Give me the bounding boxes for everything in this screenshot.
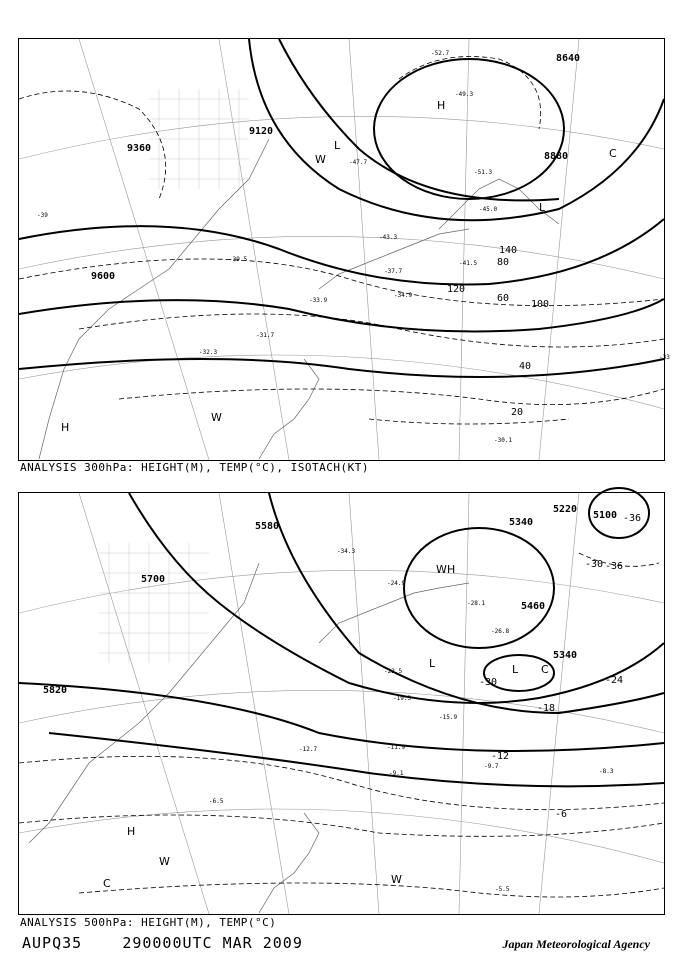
temp-value: -39.5 (229, 256, 248, 263)
temp-value: -51.3 (474, 169, 493, 176)
temp-value: -33.9 (309, 297, 328, 304)
temp-contour-label: -36 (623, 513, 642, 524)
obs-value: -28.1 (467, 600, 486, 607)
obs-value: -26.8 (491, 628, 510, 635)
cold-marker: C (609, 147, 617, 160)
high-marker: H (61, 421, 70, 434)
low-marker: L (429, 657, 436, 670)
warm-marker: W (391, 873, 402, 886)
obs-value: -11.9 (387, 744, 406, 751)
isotach-label: 20 (511, 407, 524, 418)
isotach-label: 40 (519, 361, 532, 372)
high-marker: H (127, 825, 136, 838)
temp-contour-label: -18 (537, 703, 556, 714)
map-panel-300hpa (18, 38, 670, 461)
panel-500hpa-caption: ANALYSIS 500hPa: HEIGHT(M), TEMP(°C) (20, 916, 277, 929)
temp-value: -49.3 (455, 91, 474, 98)
coastline (39, 139, 559, 459)
obs-value: -8.3 (599, 768, 614, 775)
height-label: 9600 (91, 271, 116, 282)
temp-contour-label: -30 (585, 559, 604, 570)
temp-value: -37.7 (384, 268, 403, 275)
temp-value: -45.0 (479, 206, 498, 213)
isotach-label: 60 (497, 293, 510, 304)
height-label: 5340 (509, 517, 534, 528)
height-contours (19, 39, 664, 377)
map-panel-500hpa (18, 492, 665, 915)
temperature-obs (37, 50, 670, 444)
temp-contour-label: -24 (605, 675, 624, 686)
warm-marker: W (436, 563, 447, 576)
graticule (19, 493, 664, 914)
cold-marker: C (103, 877, 111, 890)
height-label: 5460 (521, 601, 546, 612)
temp-value: -43.3 (379, 234, 398, 241)
height-label: 5580 (255, 521, 280, 532)
temp-value: -32.3 (199, 349, 218, 356)
temperature-contours (19, 553, 664, 897)
height-label: 5220 (553, 504, 578, 515)
graticule (19, 39, 664, 460)
obs-value: -12.7 (299, 746, 318, 753)
height-label: 8640 (556, 53, 581, 64)
obs-value: -34.3 (337, 548, 356, 555)
height-label: 5820 (43, 685, 68, 696)
warm-marker: W (315, 153, 326, 166)
obs-value: -9.1 (389, 770, 404, 777)
obs-value: -19.3 (393, 695, 412, 702)
temp-value: -31.7 (256, 332, 275, 339)
low-marker: L (334, 139, 341, 152)
height-label: 5700 (141, 574, 166, 585)
temp-value: -47.7 (349, 159, 368, 166)
cold-marker: C (541, 663, 549, 676)
temp-value: -34.9 (394, 292, 413, 299)
temp-value: -30.1 (494, 437, 513, 444)
temp-contour-label: -30 (479, 677, 498, 688)
height-label: 9360 (127, 143, 152, 154)
temp-value: -52.7 (431, 50, 450, 57)
warm-marker: W (159, 855, 170, 868)
obs-value: -6.5 (209, 798, 224, 805)
obs-value: -22.5 (384, 668, 403, 675)
isotach-label: 80 (497, 257, 510, 268)
height-label: 5100 (593, 510, 618, 521)
height-label: 9120 (249, 126, 274, 137)
high-marker: H (447, 563, 456, 576)
hatched-area (99, 543, 209, 663)
temp-contour-label: -12 (491, 751, 510, 762)
bulletin-code: AUPQ35 (22, 934, 83, 952)
obs-value: -5.5 (495, 886, 510, 893)
chart-identifier (22, 934, 303, 952)
temp-value: -33 (659, 354, 670, 361)
temp-value: -39 (37, 212, 48, 219)
low-marker: L (539, 201, 546, 214)
agency-name: Japan Meteorological Agency (502, 937, 650, 951)
isotach-label: 140 (499, 245, 518, 256)
high-marker: H (437, 99, 446, 112)
obs-value: -9.7 (484, 763, 499, 770)
temp-contour-label: -6 (555, 809, 568, 820)
map-300hpa-svg (19, 39, 670, 460)
height-label: 8880 (544, 151, 569, 162)
temperature-labels (479, 513, 641, 820)
isotach-label: 100 (531, 299, 550, 310)
temp-contour-label: -36 (605, 561, 624, 572)
panel-300hpa-caption: ANALYSIS 300hPa: HEIGHT(M), TEMP(°C), ISOTACH(KT) (20, 461, 370, 474)
low-marker: L (512, 663, 519, 676)
map-500hpa-svg (19, 493, 664, 914)
warm-marker: W (211, 411, 222, 424)
valid-time: 290000UTC MAR 2009 (122, 934, 303, 952)
temp-value: -41.5 (459, 260, 478, 267)
height-label: 5340 (553, 650, 578, 661)
hatched-area (149, 89, 249, 189)
obs-value: -15.9 (439, 714, 458, 721)
obs-value: -24.9 (387, 580, 406, 587)
isotach-label: 120 (447, 284, 466, 295)
